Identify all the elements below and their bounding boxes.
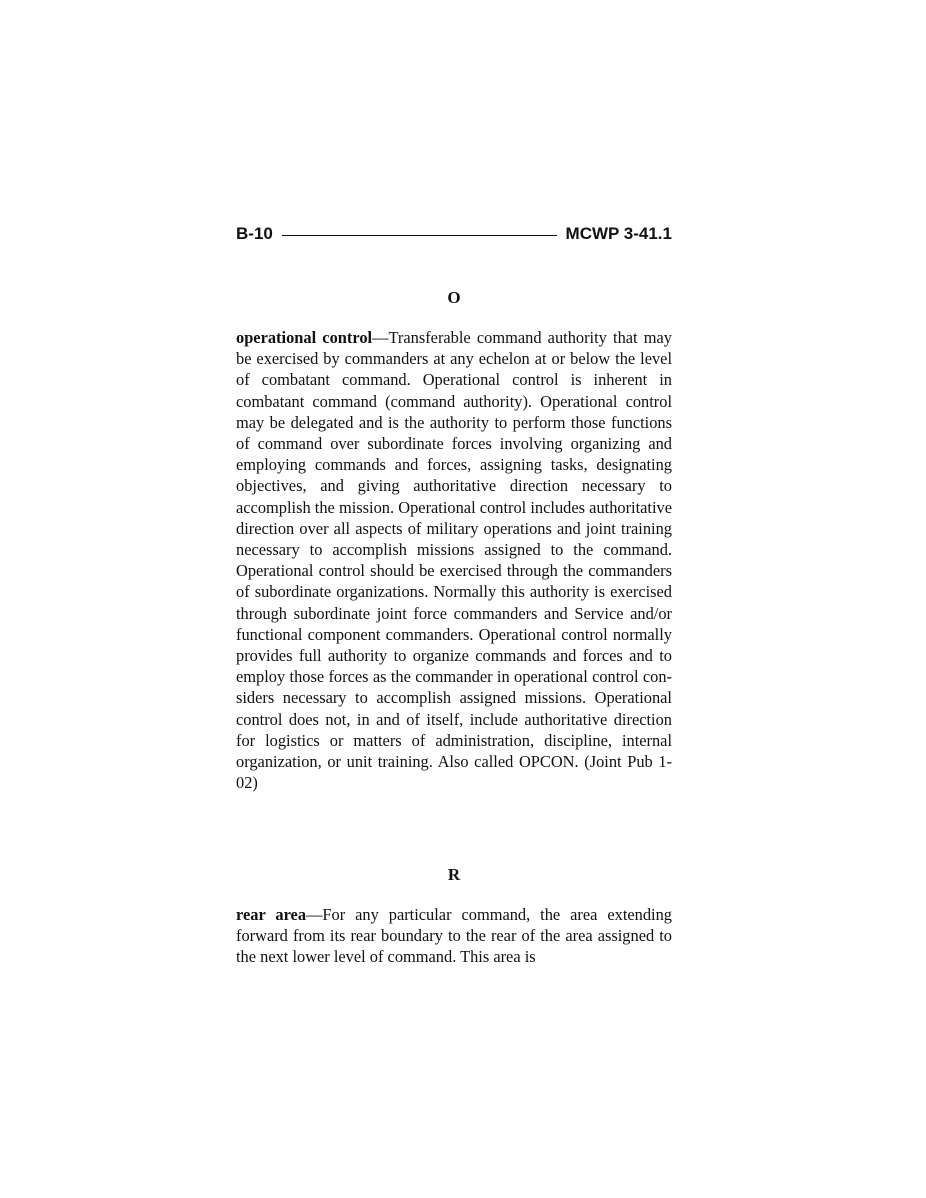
glossary-entry-rear-area [236,904,672,968]
section-letter-o: O [447,288,461,307]
glossary-term: rear area [236,905,307,924]
header-rule [282,235,557,236]
publication-title: MCWP 3-41.1 [565,224,672,243]
section-letter-r: R [447,865,461,884]
page-number: B-10 [236,224,273,243]
page-header [236,222,672,246]
glossary-definition: Transferable command authority that may be exercised by commanders at any echelon at or below the level of combatant command. Operational control is inherent in combatant command (command authority). Operational control may be delegated and is the authority to perform those functions of command over subordinate forces involving organizing and employing commands and forces, assigning tasks, designating objectives, and giving authoritative direction necessary to accomplish the mission. Operational control includes authoritative direction over all aspects of military operations and joint training necessary to accomplish missions assigned to the command. Operational control should be exercised through the commanders of subordinate organizations. Normally this authority is exercised through subordinate joint force commanders and Service and/or functional component commanders. Operational control normally provides full authority to organize commands and forces and to employ those forces as the commander in operational control considers necessary to accomplish assigned missions. Operational control does not, in and of itself, include authoritative direction for logistics or matters of administration, discipline, internal organization, or unit training. Also called OPCON. (Joint Pub 1-02) [236,328,672,793]
term-dash: — [306,905,323,924]
term-dash: — [372,328,389,347]
glossary-term: operational control [236,328,373,347]
glossary-entry-operational-control [236,327,672,793]
glossary-definition: For any particular command, the area extending forward from its rear boundary to the rear of the area assigned to the next lower level of command. This area is [236,905,672,967]
